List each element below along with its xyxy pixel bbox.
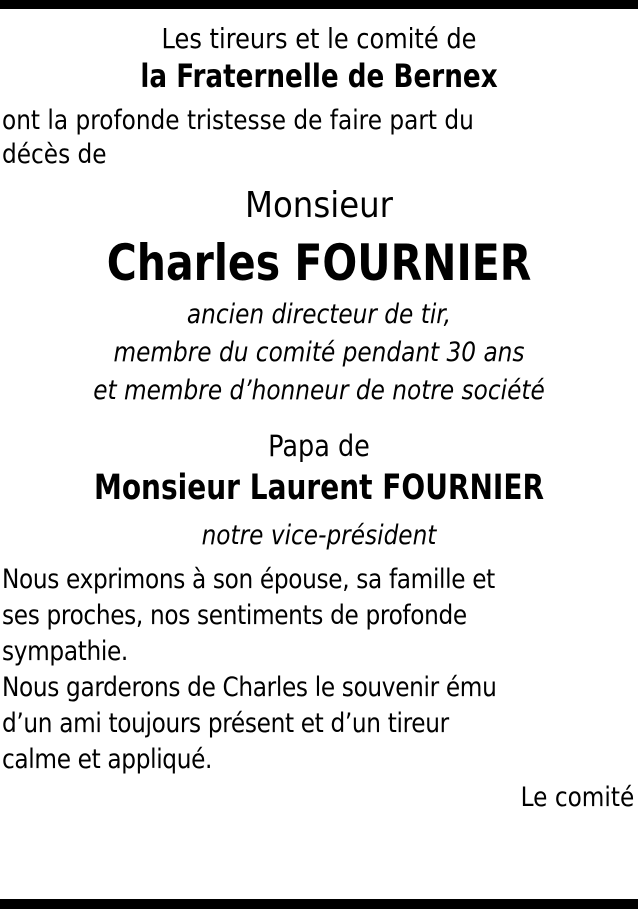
announcement-line-2: décès de xyxy=(2,139,107,170)
message-line-1: Nous exprimons à son épouse, sa famille et xyxy=(2,564,495,595)
death-notice xyxy=(0,22,638,816)
message-line-4: Nous garderons de Charles le souvenir ému xyxy=(2,672,497,703)
deceased-title: Monsieur xyxy=(245,185,393,226)
relation-label: Papa de xyxy=(268,429,370,463)
signature: Le comité xyxy=(520,782,635,813)
deceased-role-1: ancien directeur de tir, xyxy=(186,299,452,330)
announcement-line-1: ont la profonde tristesse de faire part du xyxy=(2,105,474,136)
message-line-5: d’un ami toujours présent et d’un tireur xyxy=(2,708,449,739)
message-line-3: sympathie. xyxy=(2,636,128,667)
relation-role: notre vice-président xyxy=(201,520,437,551)
deceased-role-2: membre du comité pendant 30 ans xyxy=(113,337,525,368)
relation-name: Monsieur Laurent FOURNIER xyxy=(93,468,545,508)
message-line-6: calme et appliqué. xyxy=(2,744,213,775)
deceased-role-3: et membre d’honneur de notre société xyxy=(93,375,545,406)
bottom-border-rule xyxy=(0,899,638,909)
condolence-message xyxy=(2,562,636,778)
notice-intro: Les tireurs et le comité de xyxy=(161,22,477,55)
society-name: la Fraternelle de Bernex xyxy=(140,57,498,95)
deceased-name: Charles FOURNIER xyxy=(106,234,532,292)
deceased-roles xyxy=(2,296,636,410)
top-border-rule xyxy=(0,0,638,9)
announcement-text xyxy=(2,104,636,172)
message-line-2: ses proches, nos sentiments de profonde xyxy=(2,600,467,631)
